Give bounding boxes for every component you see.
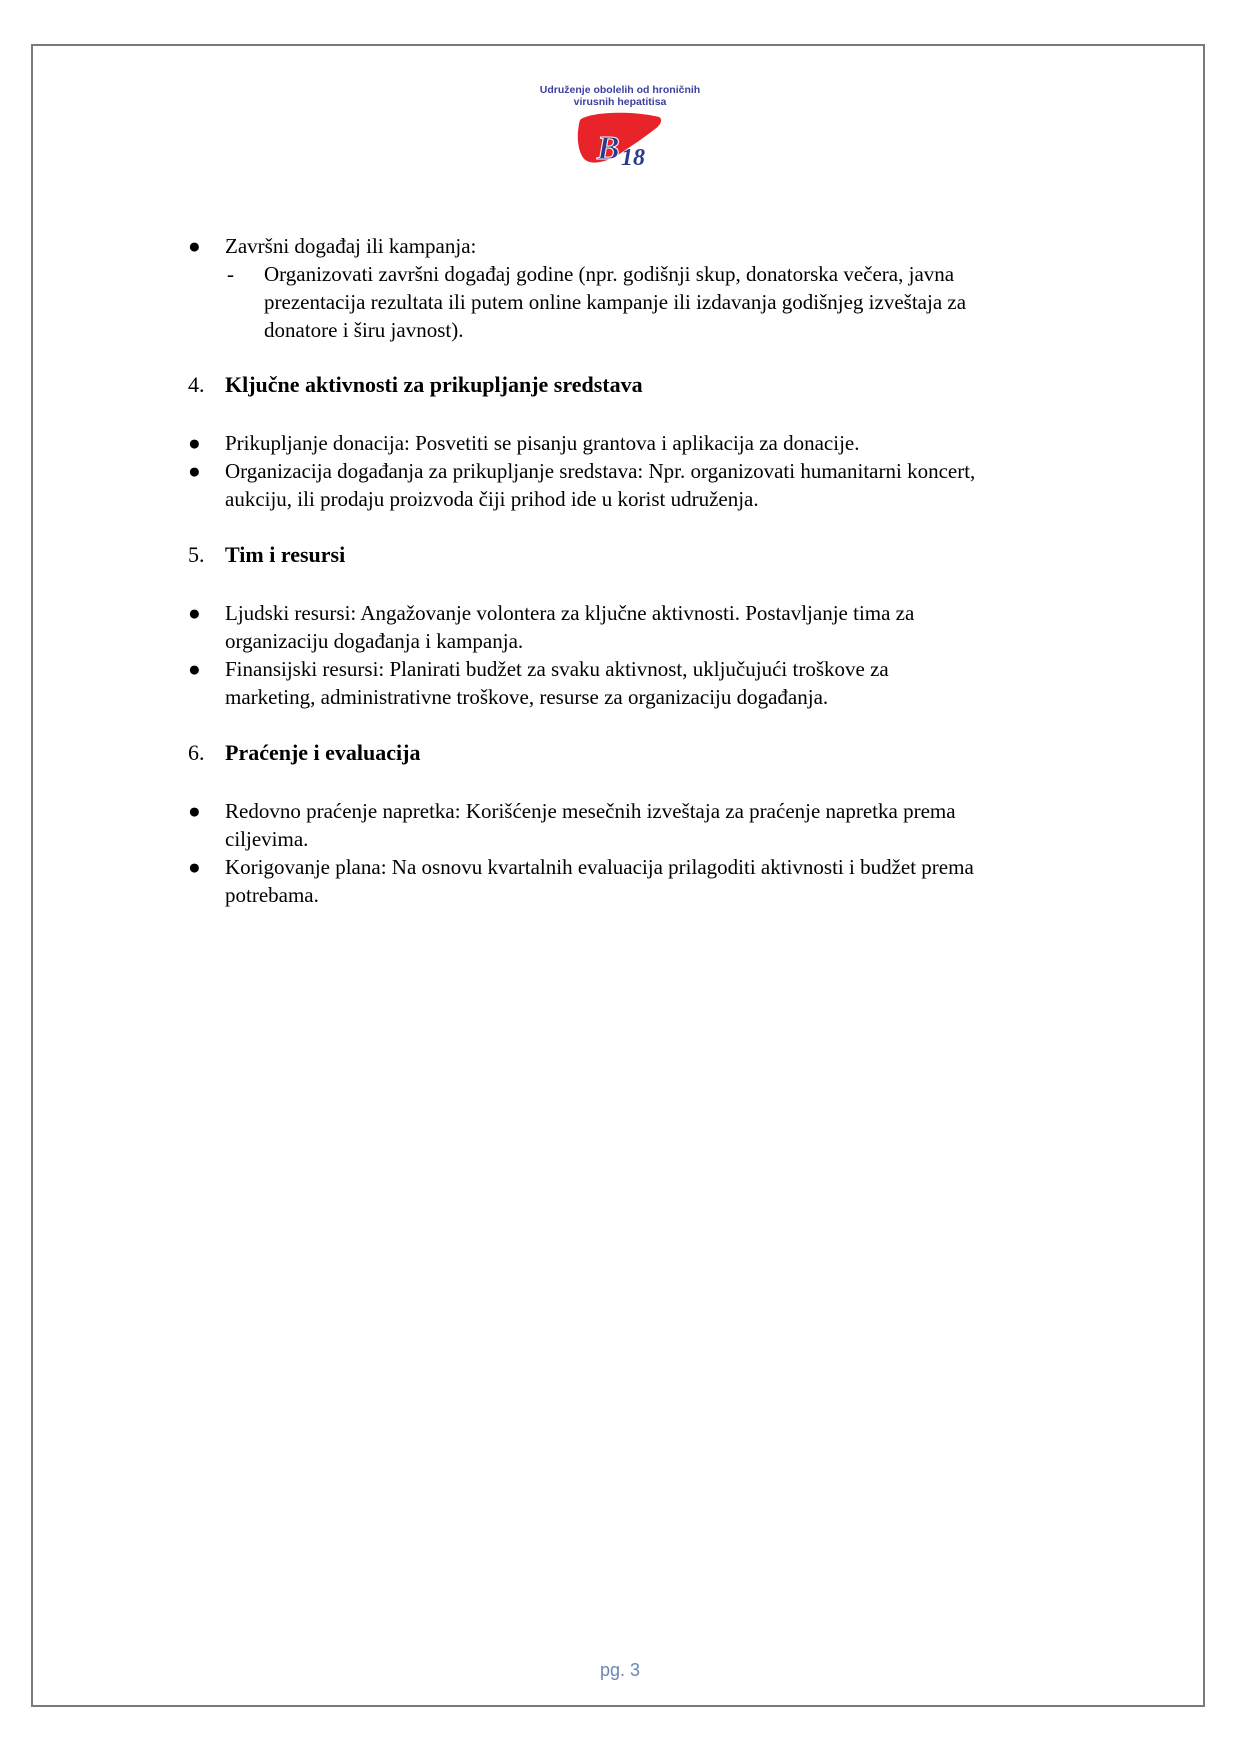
bullet-icon: ● bbox=[188, 799, 201, 823]
list-item-text: potrebama. bbox=[225, 883, 319, 907]
section-title: Tim i resursi bbox=[225, 542, 346, 567]
sub-list-line: prezentacija rezultata ili putem online kampanje ili izdavanja godišnjeg izveštaja za bbox=[264, 290, 967, 314]
section-number: 5. bbox=[188, 542, 205, 567]
list-item-text: Finansijski resursi: Planirati budžet za svaku aktivnost, uključujući troškove za bbox=[225, 657, 889, 681]
list-item-text: Redovno praćenje napretka: Korišćenje mesečnih izveštaja za praćenje napretka prema bbox=[225, 799, 956, 823]
section-title: Ključne aktivnosti za prikupljanje sredstava bbox=[225, 372, 643, 397]
bullet-icon: ● bbox=[188, 657, 201, 681]
bullet-icon: ● bbox=[188, 855, 201, 879]
org-name-line1: Udruženje obolelih od hroničnih bbox=[539, 84, 701, 96]
section-number: 6. bbox=[188, 740, 205, 765]
section-title: Praćenje i evaluacija bbox=[225, 740, 421, 765]
bullet-icon: ● bbox=[188, 601, 201, 625]
bullet-icon: ● bbox=[188, 459, 201, 483]
list-item-text: organizaciju događanja i kampanja. bbox=[225, 629, 524, 653]
sub-list-line: Organizovati završni događaj godine (npr. godišnji skup, donatorska večera, javna bbox=[264, 262, 955, 286]
list-item-text: Ljudski resursi: Angažovanje volontera za ključne aktivnosti. Postavljanje tima za bbox=[225, 601, 915, 625]
svg-text:B: B bbox=[597, 130, 620, 167]
list-item-text: aukciju, ili prodaju proizvoda čiji prihod ide u korist udruženja. bbox=[225, 487, 759, 511]
svg-text:18: 18 bbox=[621, 145, 645, 169]
list-item-text: Organizacija događanja za prikupljanje sredstava: Npr. organizovati humanitarni koncert, bbox=[225, 459, 976, 483]
page-number: pg. 3 bbox=[599, 1660, 641, 1680]
org-name-line2: virusnih hepatitisa bbox=[573, 96, 667, 108]
section-number: 4. bbox=[188, 372, 205, 397]
list-item-text: ciljevima. bbox=[225, 827, 309, 851]
list-item-text: Prikupljanje donacija: Posvetiti se pisanju grantova i aplikacija za donacije. bbox=[225, 431, 860, 455]
bullet-icon: ● bbox=[188, 431, 201, 455]
sub-list-line: donatore i širu javnost). bbox=[264, 318, 464, 342]
list-item-text: Završni događaj ili kampanja: bbox=[225, 234, 477, 258]
list-item-text: marketing, administrativne troškove, resurse za organizaciju događanja. bbox=[225, 685, 829, 709]
list-item-text: Korigovanje plana: Na osnovu kvartalnih evaluacija prilagoditi aktivnosti i budžet prema bbox=[225, 855, 974, 879]
bullet-icon: ● bbox=[188, 234, 201, 258]
dash-icon: - bbox=[227, 262, 234, 286]
